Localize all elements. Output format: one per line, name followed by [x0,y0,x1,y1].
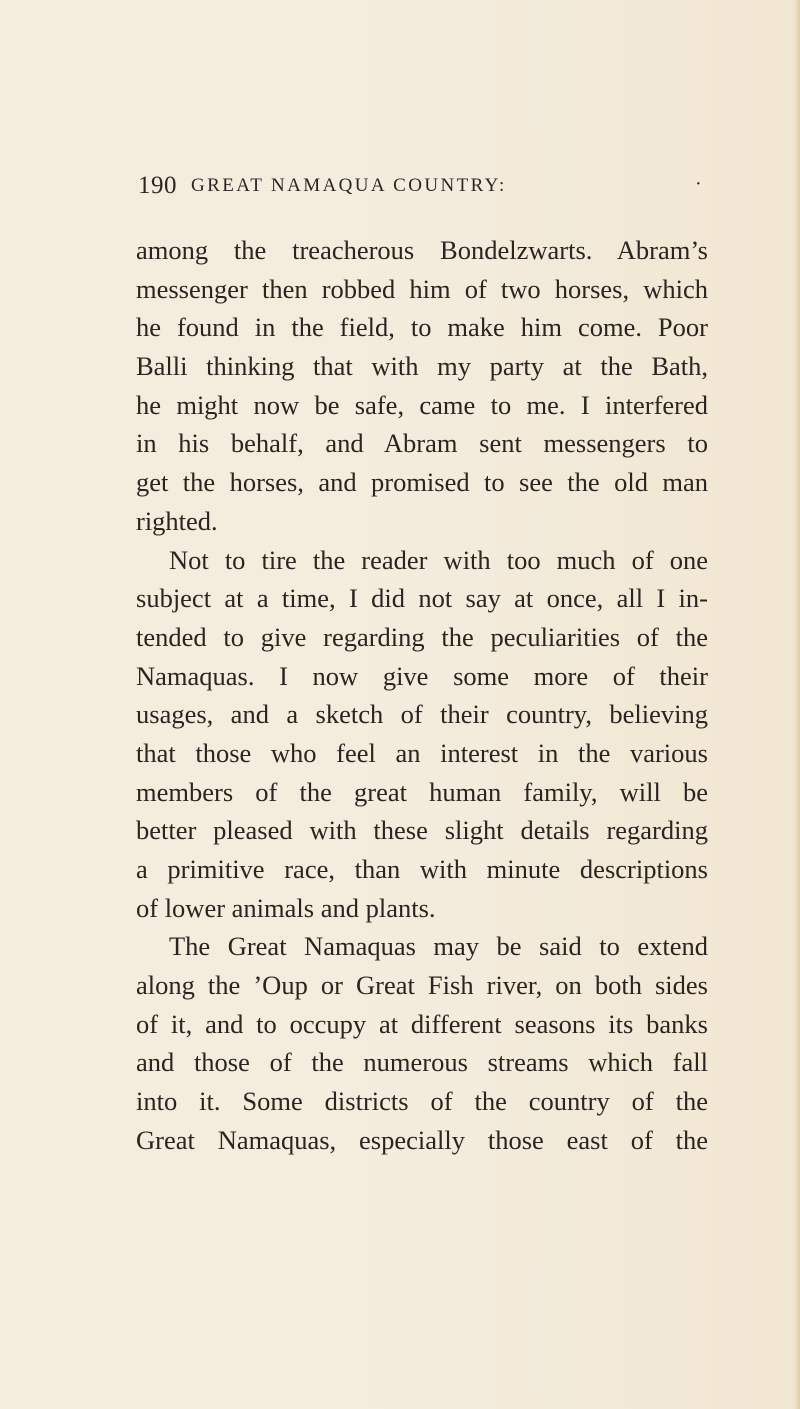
text-line: of it, and to occupy at different seasons its banks [136,1008,708,1039]
text-line: members of the great human family, will be [136,776,708,807]
text-line: and those of the numerous streams which fall [136,1047,708,1078]
text-line: Balli thinking that with my party at the Bath, [136,351,708,382]
text-line: he found in the field, to make him come. Poor [136,312,708,343]
text-line: righted. [136,505,218,536]
text-line: Great Namaquas, especially those east of the [136,1124,708,1155]
text-line: tended to give regarding the peculiarities of the [136,621,708,652]
paragraph-start-line: The Great Namaquas may be said to extend [169,931,708,962]
text-line: that those who feel an interest in the various [136,737,708,768]
paragraph-start-line: Not to tire the reader with too much of one [169,544,708,575]
text-line: better pleased with these slight details regarding [136,815,708,846]
text-line: among the treacherous Bondelzwarts. Abram’s [136,235,708,265]
page-edge-shadow [794,0,800,1409]
text-line: a primitive race, than with minute descriptions [136,854,708,884]
text-line: of lower animals and plants. [136,892,436,923]
text-line: usages, and a sketch of their country, believing [136,699,708,730]
text-line: he might now be safe, came to me. I interfered [136,389,708,420]
text-line: subject at a time, I did not say at once, all I in- [136,583,708,614]
text-line: into it. Some districts of the country of the [136,1086,708,1117]
text-line: messenger then robbed him of two horses, which [136,273,708,304]
text-line: in his behalf, and Abram sent messengers to [136,428,708,459]
text-line: Namaquas. I now give some more of their [136,660,708,691]
running-head [138,172,710,206]
text-line: along the ’Oup or Great Fish river, on both sides [136,970,708,1001]
body-text [136,231,708,1160]
page-number: 190 [138,172,177,199]
running-title: GREAT NAMAQUA COUNTRY: [191,175,507,196]
running-head-mark: · [695,173,702,195]
text-line: get the horses, and promised to see the old man [136,467,708,498]
